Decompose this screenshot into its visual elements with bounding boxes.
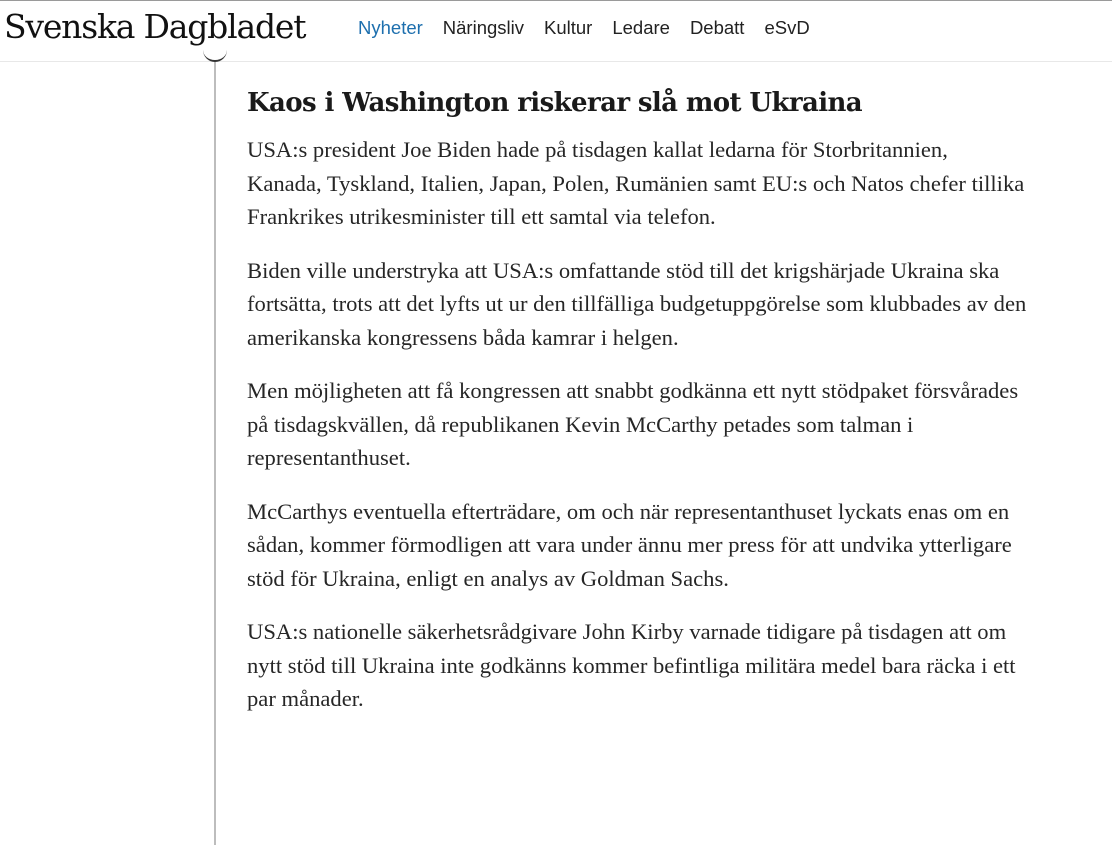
nav-item-nyheter[interactable]: Nyheter bbox=[358, 17, 423, 38]
article-paragraph: Men möjligheten att få kongressen att snabbt godkänna ett nytt stödpaket försvårades på tisdagskvällen, då republikanen Kevin McCarthy petades som talman i representanthuset. bbox=[247, 378, 1019, 470]
nav-item-kultur[interactable]: Kultur bbox=[544, 17, 593, 38]
main-nav bbox=[358, 17, 830, 39]
article-headline: Kaos i Washington riskerar slå mot Ukraina bbox=[247, 88, 863, 118]
live-article-entry bbox=[247, 84, 1027, 716]
site-header bbox=[0, 1, 1112, 62]
site-logo[interactable]: Svenska Dagbladet bbox=[4, 7, 306, 46]
nav-item-esvd[interactable]: eSvD bbox=[764, 17, 810, 38]
article-paragraph: USA:s nationelle säkerhetsrådgivare John Kirby varnade tidigare på tisdagen att om nytt stöd till Ukraina inte godkänns kommer befintliga militära medel bara räcka i ett par månader. bbox=[247, 619, 1016, 711]
article-paragraph: McCarthys eventuella efterträdare, om och när representanthuset lyckats enas om en sådan, kommer förmodligen att vara under ännu mer press för att undvika ytterligare stöd för Ukraina, enligt en analys av Goldman Sachs. bbox=[247, 498, 1012, 591]
nav-item-naringsliv[interactable]: Näringsliv bbox=[442, 17, 524, 38]
timeline-line bbox=[214, 62, 216, 845]
nav-item-debatt[interactable]: Debatt bbox=[689, 17, 745, 38]
article-paragraph: USA:s president Joe Biden hade på tisdagen kallat ledarna för Storbritannien, Kanada, Tyskland, Italien, Japan, Polen, Rumänien samt EU:s och Natos chefer tillika Frankrikes utrikesminister till ett samtal via telefon. bbox=[247, 137, 1025, 229]
article-paragraph: Biden ville understryka att USA:s omfattande stöd till det krigshärjade Ukraina ska fortsätta, trots att det lyfts ut ur den tillfälliga budgetuppgörelse som klubbades av den amerikanska kongressens båda kamrar i helgen. bbox=[247, 257, 1027, 350]
nav-item-ledare[interactable]: Ledare bbox=[612, 17, 670, 38]
